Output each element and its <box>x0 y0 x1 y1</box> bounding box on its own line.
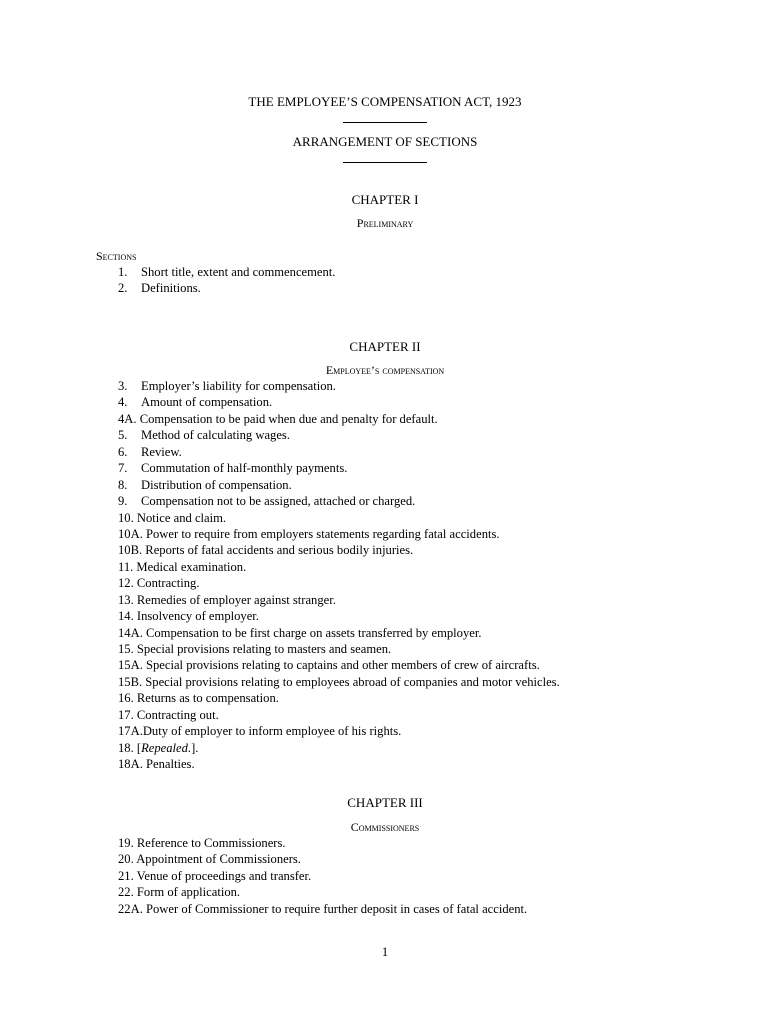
section-title: Short title, extent and commencement. <box>141 265 336 279</box>
section-title: 15A. Special provisions relating to captains and other members of crew of aircrafts. <box>118 658 540 673</box>
section-title: 12. Contracting. <box>118 576 200 591</box>
section-title: 13. Remedies of employer against stranger. <box>118 592 336 607</box>
section-title: 15B. Special provisions relating to employees abroad of companies and motor vehicles. <box>118 674 560 689</box>
section-title: Commutation of half-monthly payments. <box>141 461 348 476</box>
section-number: 4. <box>118 395 128 410</box>
chapter-1-subheading: Preliminary <box>356 216 414 230</box>
section-number: 2. <box>118 281 128 296</box>
section-number: 1. <box>118 265 128 279</box>
section-title-italic: Repealed. <box>141 740 192 755</box>
section-title: 10B. Reports of fatal accidents and serious bodily injuries. <box>118 543 414 558</box>
arrangement-heading: ARRANGEMENT OF SECTIONS <box>292 134 478 149</box>
section-title: 11. Medical examination. <box>118 559 247 574</box>
section-title: 16. Returns as to compensation. <box>118 691 279 706</box>
section-title: 19. Reference to Commissioners. <box>118 836 286 850</box>
act-title: THE EMPLOYEE’S COMPENSATION ACT, 1923 <box>248 94 522 109</box>
section-title: 22. Form of application. <box>118 885 241 900</box>
chapter-2-subheading: Employee’s compensation <box>325 363 445 377</box>
section-title: 15. Special provisions relating to masters and seamen. <box>118 642 392 656</box>
chapter-1-heading: CHAPTER I <box>351 192 419 207</box>
arrangement-divider <box>0 152 770 167</box>
section-title: 17A.Duty of employer to inform employee of his rights. <box>118 724 402 739</box>
section-title: 20. Appointment of Commissioners. <box>118 852 301 867</box>
section-title: 22A. Power of Commissioner to require further deposit in cases of fatal accident. <box>118 901 528 916</box>
section-title: Distribution of compensation. <box>141 477 292 492</box>
section-title: 10. Notice and claim. <box>118 510 227 525</box>
page-number: 1 <box>381 945 389 959</box>
sections-label: Sections <box>96 249 137 263</box>
chapter-3-subheading: Commissioners <box>350 820 420 834</box>
section-title: Definitions. <box>141 281 201 296</box>
section-number: 6. <box>118 444 128 459</box>
section-number: 9. <box>118 494 128 509</box>
section-title: 10A. Power to require from employers statements regarding fatal accidents. <box>118 526 500 541</box>
section-title-prefix: 18. [ <box>118 740 142 755</box>
section-title: 14. Insolvency of employer. <box>118 609 259 624</box>
section-number: 8. <box>118 477 128 492</box>
section-title: 17. Contracting out. <box>118 707 219 722</box>
chapter-3-heading: CHAPTER III <box>347 795 423 810</box>
section-title: 21. Venue of proceedings and transfer. <box>118 868 312 883</box>
section-title: Amount of compensation. <box>141 395 273 410</box>
section-title-suffix: ]. <box>191 740 199 755</box>
section-number: 5. <box>118 428 128 443</box>
section-title <box>118 740 198 756</box>
chapter-2-heading: CHAPTER II <box>349 339 421 354</box>
section-title: Compensation not to be assigned, attached or charged. <box>141 494 416 509</box>
section-number: 7. <box>118 461 128 476</box>
section-number: 3. <box>118 379 128 393</box>
section-title: 14A. Compensation to be first charge on assets transferred by employer. <box>118 625 482 640</box>
title-divider <box>0 112 770 127</box>
section-title: Review. <box>141 444 182 459</box>
section-title: Method of calculating wages. <box>141 428 290 443</box>
section-title: 4A. Compensation to be paid when due and penalty for default. <box>118 411 438 426</box>
section-title: 18A. Penalties. <box>118 757 195 772</box>
section-title: Employer’s liability for compensation. <box>141 379 336 393</box>
